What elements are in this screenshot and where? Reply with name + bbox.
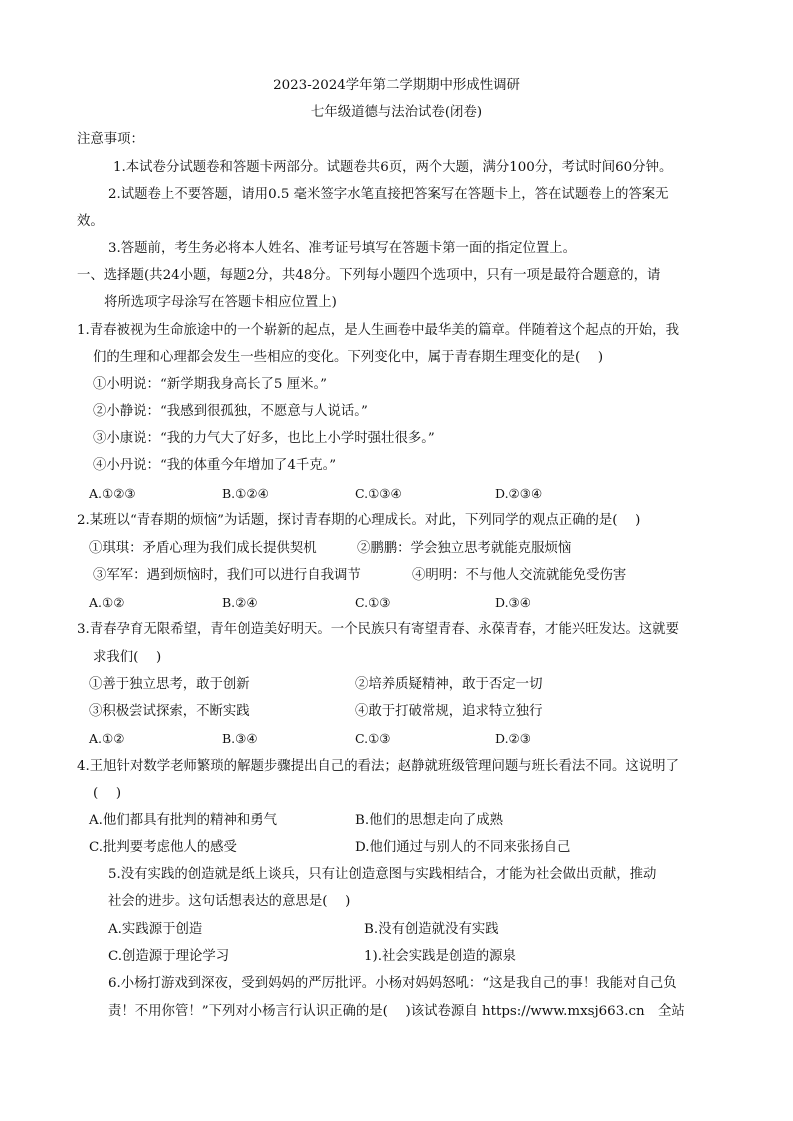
q5-option-c: C.创造源于理论学习 xyxy=(108,949,230,964)
notice-item-3: 3.答题前，考生务必将本人姓名、准考证号填写在答题卡第一面的指定位置上。 xyxy=(108,241,577,256)
q1-option-a: A.①②③ xyxy=(89,486,136,501)
q1-item-3: ③小康说：“我的力气大了好多，也比上小学时强壮很多。” xyxy=(93,431,435,446)
q4-stem: 4.王旭针对数学老师繁琐的解题步骤提出自己的看法；赵静就班级管理问题与班长看法不同。这说明了 xyxy=(77,759,679,774)
q2-option-b: B.②④ xyxy=(222,595,258,610)
notice-item-1: 1.本试卷分试题卷和答题卡两部分。试题卷共6页，两个大题，满分100分，考试时间60分钟。 xyxy=(113,160,673,175)
q3-option-b: B.③④ xyxy=(222,731,258,746)
q2-item-3: ③军军：遇到烦恼时，我们可以进行自我调节 xyxy=(93,568,361,583)
q5-stem: 5.没有实践的创造就是纸上谈兵，只有让创造意图与实践相结合，才能为社会做出贡献，推动 xyxy=(108,867,657,882)
q1-item-1: ①小明说：“新学期我身高长了5 厘米。” xyxy=(93,377,328,392)
notice-heading: 注意事项： xyxy=(77,132,144,147)
q2-stem: 2.某班以“青春期的烦恼”为话题，探讨青春期的心理成长。对此，下列同学的观点正确的是( ) xyxy=(77,513,641,528)
q2-option-c: C.①③ xyxy=(355,595,391,610)
section-1-heading: 一、选择题(共24小题，每题2分，共48分。下列每小题四个选项中，只有一项是最符合题意的，请 xyxy=(77,268,661,283)
q3-item-1: ①善于独立思考，敢于创新 xyxy=(89,677,250,692)
q3-option-c: C.①③ xyxy=(355,731,391,746)
q3-stem-cont: 求我们( ) xyxy=(93,650,162,665)
q3-item-2: ②培养质疑精神，敢于否定一切 xyxy=(355,677,543,692)
q1-stem-cont: 们的生理和心理都会发生一些相应的变化。下列变化中，属于青春期生理变化的是( ) xyxy=(93,350,604,365)
q5-option-d: 1).社会实践是创造的源泉 xyxy=(364,949,516,964)
q6-stem-cont: 责！不用你管！”下列对小杨言行认识正确的是( )该试卷源自 https://www.mxsj663.cn 全站 xyxy=(108,1004,685,1019)
exam-title: 2023-2024学年第二学期期中形成性调研 xyxy=(273,78,520,93)
q6-stem: 6.小杨打游戏到深夜，受到妈妈的严厉批评。小杨对妈妈怒吼：“这是我自己的事！我能对自己负 xyxy=(108,976,677,991)
q3-stem: 3.青春孕育无限希望，青年创造美好明天。一个民族只有寄望青春、永葆青春，才能兴旺发达。这就要 xyxy=(77,622,679,637)
q5-option-b: B.没有创造就没有实践 xyxy=(364,922,499,937)
q3-option-a: A.①② xyxy=(89,731,125,746)
q1-option-d: D.②③④ xyxy=(495,486,543,501)
q4-option-b: B.他们的思想走向了成熟 xyxy=(355,813,504,828)
q3-item-3: ③积极尝试探索，不断实践 xyxy=(89,704,250,719)
q5-option-a: A.实践源于创造 xyxy=(108,922,203,937)
q3-item-4: ④敢于打破常规，追求特立独行 xyxy=(355,704,543,719)
q1-option-c: C.①③④ xyxy=(355,486,402,501)
q1-option-b: B.①②④ xyxy=(222,486,269,501)
q5-stem-cont: 社会的进步。这句话想表达的意思是( ) xyxy=(108,894,351,909)
exam-subtitle: 七年级道德与法治试卷(闭卷) xyxy=(310,105,483,120)
q2-option-d: D.③④ xyxy=(495,595,531,610)
q2-item-2: ②鹏鹏：学会独立思考就能克服烦恼 xyxy=(357,541,572,556)
q2-item-1: ①琪琪：矛盾心理为我们成长提供契机 xyxy=(89,541,317,556)
q4-stem-cont: ( ) xyxy=(93,786,122,801)
q2-item-4: ④明明：不与他人交流就能免受伤害 xyxy=(412,568,627,583)
q4-option-c: C.批判要考虑他人的感受 xyxy=(89,840,237,855)
q1-stem: 1.青春被视为生命旅途中的一个崭新的起点，是人生画卷中最华美的篇章。伴随着这个起点的开始，我 xyxy=(77,323,679,338)
notice-item-2: 2.试题卷上不要答题，请用0.5 毫米签字水笔直接把答案写在答题卡上，答在试题卷上的答案无 xyxy=(108,187,669,202)
q2-option-a: A.①② xyxy=(89,595,125,610)
notice-item-2-cont: 效。 xyxy=(77,214,104,229)
section-1-heading-cont: 将所选项字母涂写在答题卡相应位置上) xyxy=(104,295,337,310)
q4-option-a: A.他们都具有批判的精神和勇气 xyxy=(89,813,278,828)
q1-item-2: ②小静说：“我感到很孤独，不愿意与人说话。” xyxy=(93,404,368,419)
q1-item-4: ④小丹说：“我的体重今年增加了4千克。” xyxy=(93,458,337,473)
q3-option-d: D.②③ xyxy=(495,731,531,746)
q4-option-d: D.他们通过与别人的不同来张扬自己 xyxy=(355,840,571,855)
